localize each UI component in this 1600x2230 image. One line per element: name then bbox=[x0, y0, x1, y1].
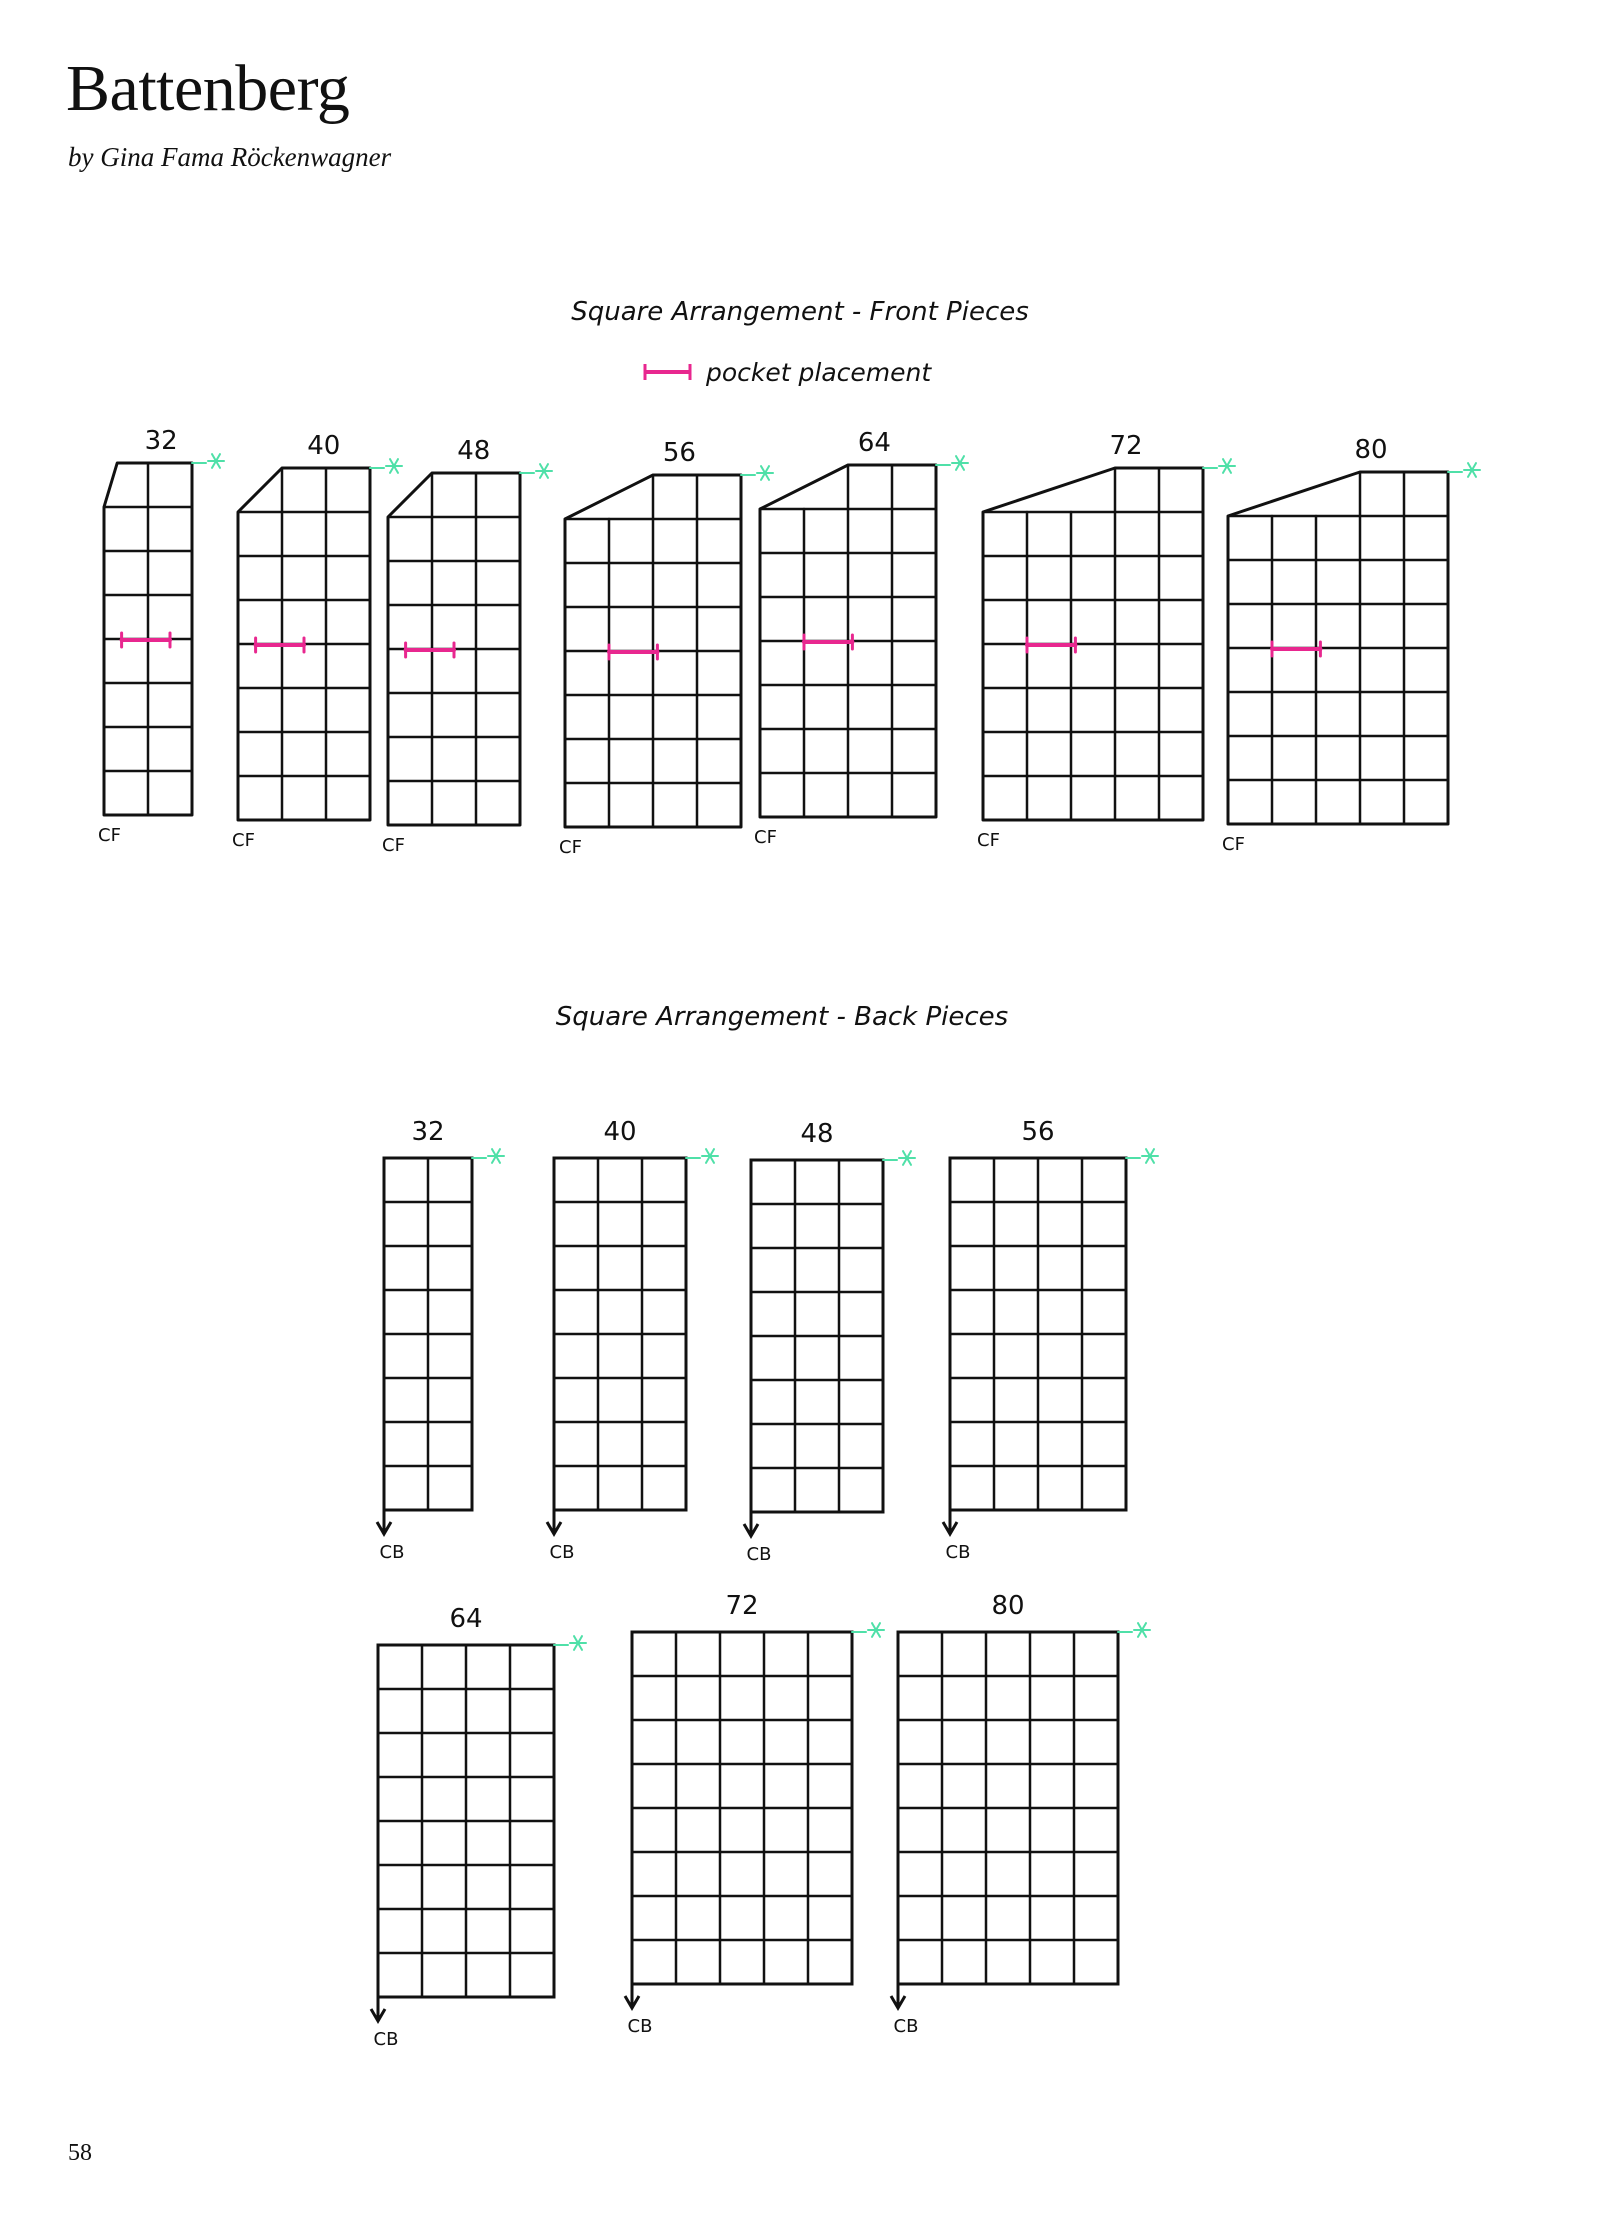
front-piece-size-label: 64 bbox=[857, 428, 891, 458]
back-piece-40 bbox=[547, 1117, 718, 1563]
seam-marker-asterisk bbox=[386, 459, 402, 473]
front-piece-size-label: 48 bbox=[457, 436, 491, 466]
seam-marker-asterisk bbox=[1464, 463, 1480, 477]
back-piece-72 bbox=[625, 1591, 884, 2037]
seam-marker-asterisk bbox=[899, 1151, 915, 1165]
center-front-label: CF bbox=[1222, 834, 1245, 855]
back-piece-size-label: 64 bbox=[449, 1604, 483, 1634]
front-piece-48 bbox=[382, 436, 552, 856]
seam-marker-asterisk bbox=[208, 454, 224, 468]
back-piece-size-label: 56 bbox=[1021, 1117, 1055, 1147]
back-pieces-heading: Square Arrangement - Back Pieces bbox=[555, 1002, 1009, 1032]
front-piece-size-label: 80 bbox=[1354, 435, 1388, 465]
front-pieces-group bbox=[98, 426, 1480, 858]
back-piece-80 bbox=[891, 1591, 1150, 2037]
seam-marker-asterisk bbox=[1134, 1623, 1150, 1637]
back-pieces-group bbox=[371, 1117, 1158, 2050]
center-back-label: CB bbox=[373, 2029, 399, 2050]
page-title: Battenberg bbox=[66, 52, 350, 125]
front-piece-80 bbox=[1222, 435, 1480, 855]
seam-marker-asterisk bbox=[1142, 1149, 1158, 1163]
back-piece-size-label: 72 bbox=[725, 1591, 759, 1621]
front-piece-40 bbox=[232, 431, 402, 851]
seam-marker-asterisk bbox=[952, 456, 968, 470]
page-number: 58 bbox=[68, 2140, 92, 2166]
seam-marker-asterisk bbox=[757, 466, 773, 480]
back-piece-size-label: 80 bbox=[991, 1591, 1025, 1621]
pocket-legend bbox=[645, 358, 932, 387]
back-piece-48 bbox=[744, 1119, 915, 1565]
back-piece-size-label: 40 bbox=[603, 1117, 637, 1147]
back-piece-32 bbox=[377, 1117, 504, 1563]
seam-marker-asterisk bbox=[1219, 459, 1235, 473]
seam-marker-asterisk bbox=[868, 1623, 884, 1637]
back-piece-56 bbox=[943, 1117, 1158, 1563]
center-back-label: CB bbox=[379, 1542, 405, 1563]
center-front-label: CF bbox=[382, 835, 405, 856]
front-piece-72 bbox=[977, 431, 1235, 851]
center-front-label: CF bbox=[232, 830, 255, 851]
seam-marker-asterisk bbox=[536, 464, 552, 478]
center-back-label: CB bbox=[627, 2016, 653, 2037]
front-piece-64 bbox=[754, 428, 968, 848]
back-piece-64 bbox=[371, 1604, 586, 2050]
seam-marker-asterisk bbox=[702, 1149, 718, 1163]
seam-marker-asterisk bbox=[488, 1149, 504, 1163]
back-piece-size-label: 48 bbox=[800, 1119, 834, 1149]
author-byline: by Gina Fama Röckenwagner bbox=[68, 142, 392, 172]
center-front-label: CF bbox=[754, 827, 777, 848]
back-piece-size-label: 32 bbox=[411, 1117, 445, 1147]
seam-marker-asterisk bbox=[570, 1636, 586, 1650]
front-piece-size-label: 56 bbox=[662, 438, 696, 468]
center-back-label: CB bbox=[893, 2016, 919, 2037]
front-piece-size-label: 72 bbox=[1109, 431, 1143, 461]
center-back-label: CB bbox=[549, 1542, 575, 1563]
center-back-label: CB bbox=[746, 1544, 772, 1565]
center-front-label: CF bbox=[977, 830, 1000, 851]
center-front-label: CF bbox=[98, 825, 121, 846]
front-piece-size-label: 32 bbox=[144, 426, 178, 456]
center-back-label: CB bbox=[945, 1542, 971, 1563]
front-piece-size-label: 40 bbox=[307, 431, 341, 461]
front-pieces-heading: Square Arrangement - Front Pieces bbox=[571, 297, 1029, 327]
center-front-label: CF bbox=[559, 837, 582, 858]
pocket-legend-label: pocket placement bbox=[706, 358, 932, 387]
front-piece-56 bbox=[559, 438, 773, 858]
front-piece-32 bbox=[98, 426, 224, 846]
